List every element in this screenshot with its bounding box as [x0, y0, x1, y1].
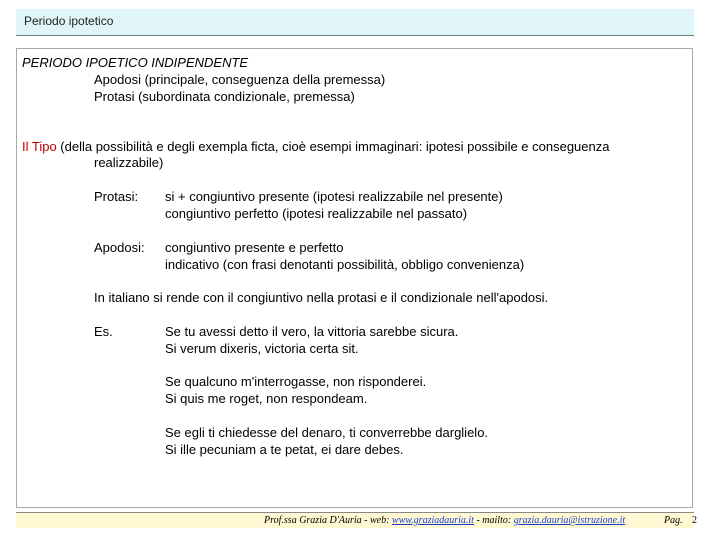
slide-title: Periodo ipotetico: [24, 14, 114, 28]
example-1-italian: Se tu avessi detto il vero, la vittoria sarebbe sicura.: [165, 324, 459, 339]
examples-label: Es.: [94, 324, 113, 339]
apodosi-rule-1: congiuntivo presente e perfetto: [165, 240, 344, 255]
footer-credits: [264, 514, 625, 528]
footer-email-link[interactable]: grazia.dauria@istruzione.it: [513, 515, 626, 526]
footer-mail-label: - mailto:: [473, 515, 514, 526]
protasi-rule-1: si + congiuntivo presente (ipotesi realizzabile nel presente): [165, 189, 503, 204]
protasi-rule-2: congiuntivo perfetto (ipotesi realizzabile nel passato): [165, 206, 468, 221]
tipo-line: [22, 139, 609, 155]
protasi-label: Protasi:: [94, 189, 139, 204]
section-heading: PERIODO IPOETICO INDIPENDENTE: [22, 55, 249, 70]
apodosi-definition: Apodosi (principale, conseguenza della premessa): [94, 72, 386, 87]
footer-bar: [16, 512, 697, 528]
footer-web-label: - web:: [361, 515, 392, 526]
example-1-latin: Si verum dixeris, victoria certa sit.: [165, 341, 359, 356]
example-2-italian: Se qualcuno m'interrogasse, non risponderei.: [165, 374, 427, 389]
example-2-latin: Si quis me roget, non respondeam.: [165, 391, 368, 406]
footer-page-number: 2: [692, 515, 697, 526]
tipo-description-cont: realizzabile): [94, 155, 164, 170]
footer-page-label: Pag.: [664, 515, 683, 526]
slide-title-bar: [16, 9, 694, 36]
italiano-note: In italiano si rende con il congiuntivo nella protasi e il condizionale nell'apodosi.: [94, 290, 549, 305]
tipo-label: Il Tipo: [22, 139, 57, 154]
footer-author: Prof.ssa Grazia D'Auria: [264, 515, 362, 526]
protasi-definition: Protasi (subordinata condizionale, premessa): [94, 89, 355, 104]
tipo-description: (della possibilità e degli exempla ficta, cioè esempi immaginari: ipotesi possibile e conseguenza: [56, 139, 610, 154]
example-3-latin: Si ille pecuniam a te petat, ei dare debes.: [165, 442, 404, 457]
apodosi-label: Apodosi:: [94, 240, 145, 255]
footer-web-link[interactable]: www.graziadauria.it: [391, 515, 474, 526]
example-3-italian: Se egli ti chiedesse del denaro, ti converrebbe darglielo.: [165, 425, 489, 440]
apodosi-rule-2: indicativo (con frasi denotanti possibilità, obbligo convenienza): [165, 257, 525, 272]
